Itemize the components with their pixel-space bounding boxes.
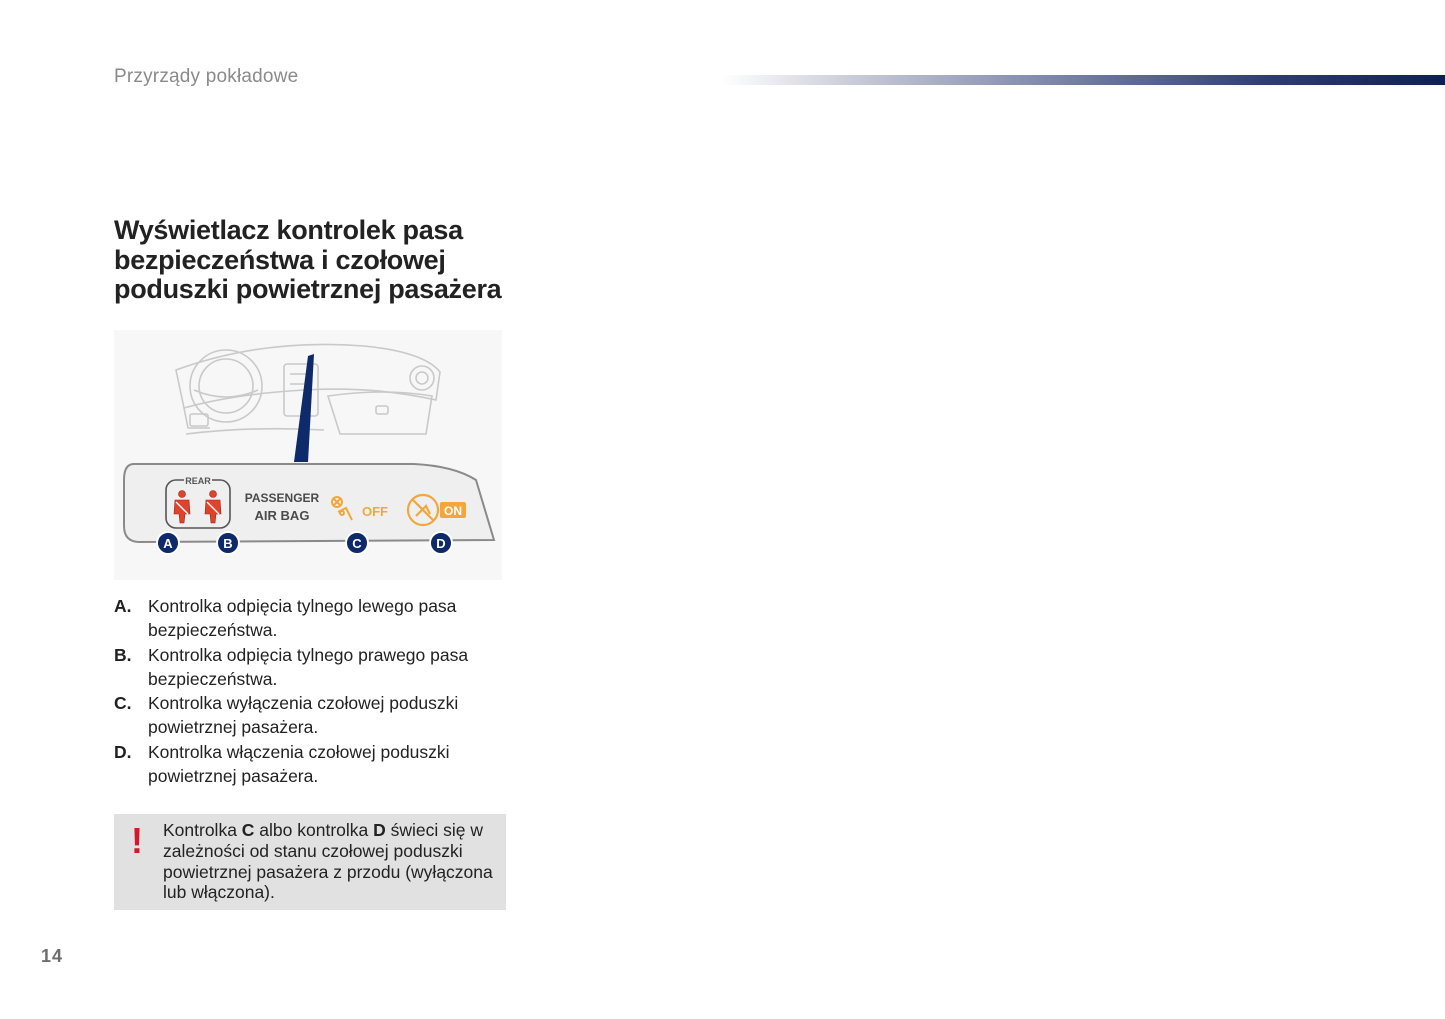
legend-item-a bbox=[114, 594, 514, 643]
page-title bbox=[114, 216, 534, 305]
warning-note bbox=[114, 814, 506, 910]
airbag-label: AIR BAG bbox=[254, 508, 310, 523]
header-gradient-bar bbox=[722, 75, 1445, 85]
legend-item-b bbox=[114, 643, 514, 692]
legend-text: Kontrolka odpięcia tylnego lewego pasa bezpieczeństwa. bbox=[148, 596, 457, 641]
title-line-3: poduszki powietrznej pasażera bbox=[114, 274, 502, 304]
legend-item-c bbox=[114, 691, 514, 740]
marker-d-label: D bbox=[436, 536, 446, 551]
marker-d bbox=[430, 532, 452, 554]
legend-item-d bbox=[114, 740, 514, 789]
marker-c-label: C bbox=[352, 536, 362, 551]
airbag-on-label: ON bbox=[444, 504, 462, 518]
legend-text: Kontrolka wyłączenia czołowej poduszki powietrznej pasażera. bbox=[148, 693, 459, 738]
legend-letter: A. bbox=[114, 596, 132, 616]
warning-note-text: Kontrolka C albo kontrolka D świeci się w zależności od stanu czołowej poduszki powietrznej pasażera z przodu (wyłączona lub włączona). bbox=[163, 820, 493, 903]
title-line-1: Wyświetlacz kontrolek pasa bbox=[114, 215, 463, 245]
page-number: 14 bbox=[41, 946, 64, 966]
legend-text: Kontrolka odpięcia tylnego prawego pasa bezpieczeństwa. bbox=[148, 644, 469, 689]
marker-b-label: B bbox=[223, 536, 233, 551]
marker-b bbox=[217, 532, 239, 554]
legend-letter: B. bbox=[114, 644, 132, 665]
airbag-off-label: OFF bbox=[362, 504, 388, 519]
legend-letter: D. bbox=[114, 741, 132, 762]
passenger-label: PASSENGER bbox=[244, 491, 320, 505]
pointer-wedge bbox=[294, 354, 314, 462]
title-line-2: bezpieczeństwa i czołowej bbox=[114, 244, 446, 275]
marker-a bbox=[157, 532, 179, 554]
legend-list bbox=[114, 594, 514, 788]
legend-letter: C. bbox=[114, 693, 132, 714]
rear-label: REAR bbox=[185, 476, 211, 486]
marker-c bbox=[346, 532, 368, 554]
section-header: Przyrządy pokładowe bbox=[114, 66, 299, 87]
legend-text: Kontrolka włączenia czołowej poduszki powietrznej pasażera. bbox=[148, 741, 450, 787]
warning-exclamation-icon: ! bbox=[131, 820, 143, 861]
dashboard-illustration bbox=[114, 330, 502, 580]
marker-a-label: A bbox=[163, 536, 173, 551]
